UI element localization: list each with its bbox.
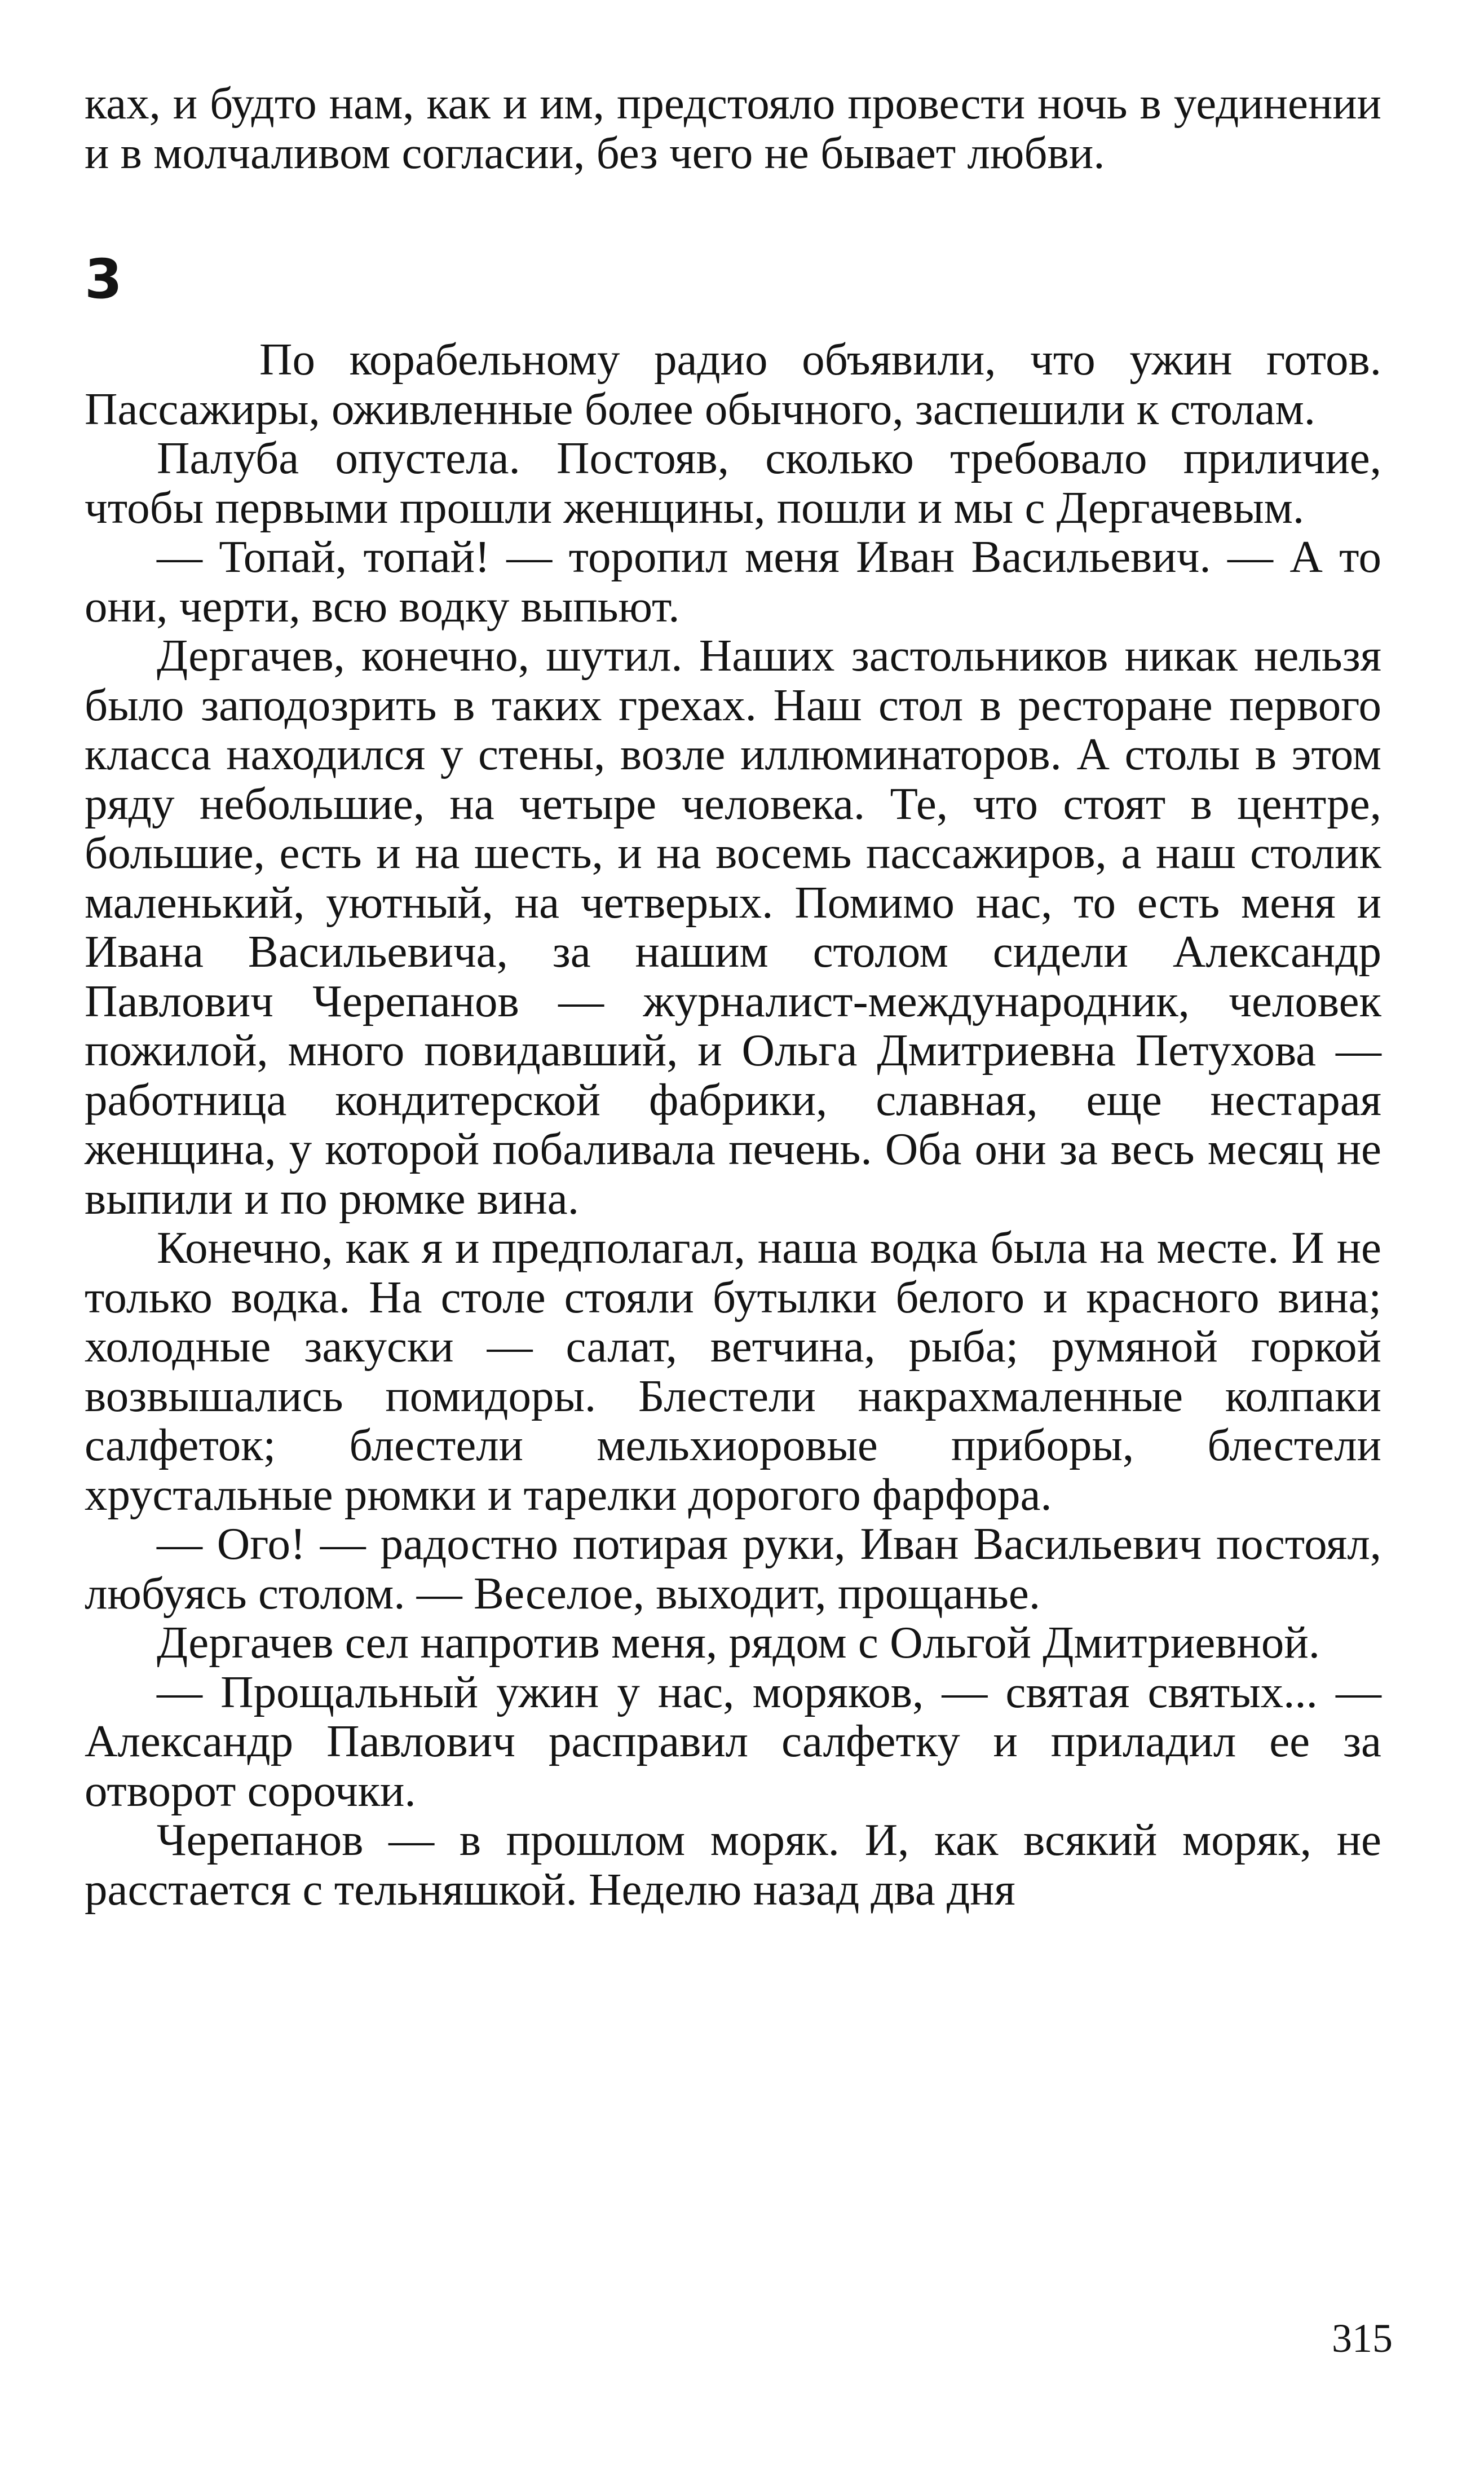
paragraph-2: Палуба опустела. Постояв, сколько требовало приличие, чтобы первыми прошли женщины, пошли и мы с Дергачевым. <box>85 433 1381 533</box>
paragraph-1: По корабельному радио объявили, что ужин готов. Пассажиры, оживленные более обычного, заспешили к столам. <box>85 334 1381 434</box>
paragraph-9: Черепанов — в прошлом моряк. И, как всякий моряк, не расстается с тельняшкой. Неделю назад два дня <box>85 1814 1381 1915</box>
paragraph-5: Конечно, как я и предполагал, наша водка была на месте. И не только водка. На столе стояли бутылки белого и красного вина; холодные закуски — салат, ветчина, рыба; румяной горкой возвышались помидоры. Блестели накрахмаленные колпаки салфеток; блестели мельхиоровые приборы, блестели хрустальные рюмки и тарелки дорогого фарфора. <box>85 1222 1381 1520</box>
book-page <box>85 79 1381 2391</box>
paragraph-6: — Ого! — радостно потирая руки, Иван Васильевич постоял, любуясь столом. — Веселое, выходит, прощанье. <box>85 1518 1381 1619</box>
paragraph-8: — Прощальный ужин у нас, моряков, — святая святых... — Александр Павлович расправил салфетку и приладил ее за отворот сорочки. <box>85 1666 1381 1816</box>
section-number: 3 <box>85 248 122 311</box>
continuation-paragraph: ках, и будто нам, как и им, предстояло провести ночь в уединении и в молчаливом согласии, без чего не бывает любви. <box>85 78 1381 178</box>
page-number: 315 <box>1332 2316 1393 2361</box>
paragraph-7: Дергачев сел напротив меня, рядом с Ольгой Дмитриевной. <box>157 1617 1320 1668</box>
paragraph-3: — Топай, топай! — торопил меня Иван Васильевич. — А то они, черти, всю водку выпьют. <box>85 531 1381 632</box>
paragraph-4: Дергачев, конечно, шутил. Наших застольников никак нельзя было заподозрить в таких грехах. Наш стол в ресторане первого класса находился у стены, возле иллюминаторов. А столы в этом ряду небольшие, на четыре человека. Те, что стоят в центре, большие, есть и на шесть, и на восемь пассажиров, а наш столик маленький, уютный, на четверых. Помимо нас, то есть меня и Ивана Васильевича, за нашим столом сидели Александр Павлович Черепанов — журналист-международник, человек пожилой, много повидавший, и Ольга Дмитриевна Петухова — работница кондитерской фабрики, славная, еще нестарая женщина, у которой побаливала печень. Оба они за весь месяц не выпили и по рюмке вина. <box>85 630 1381 1224</box>
